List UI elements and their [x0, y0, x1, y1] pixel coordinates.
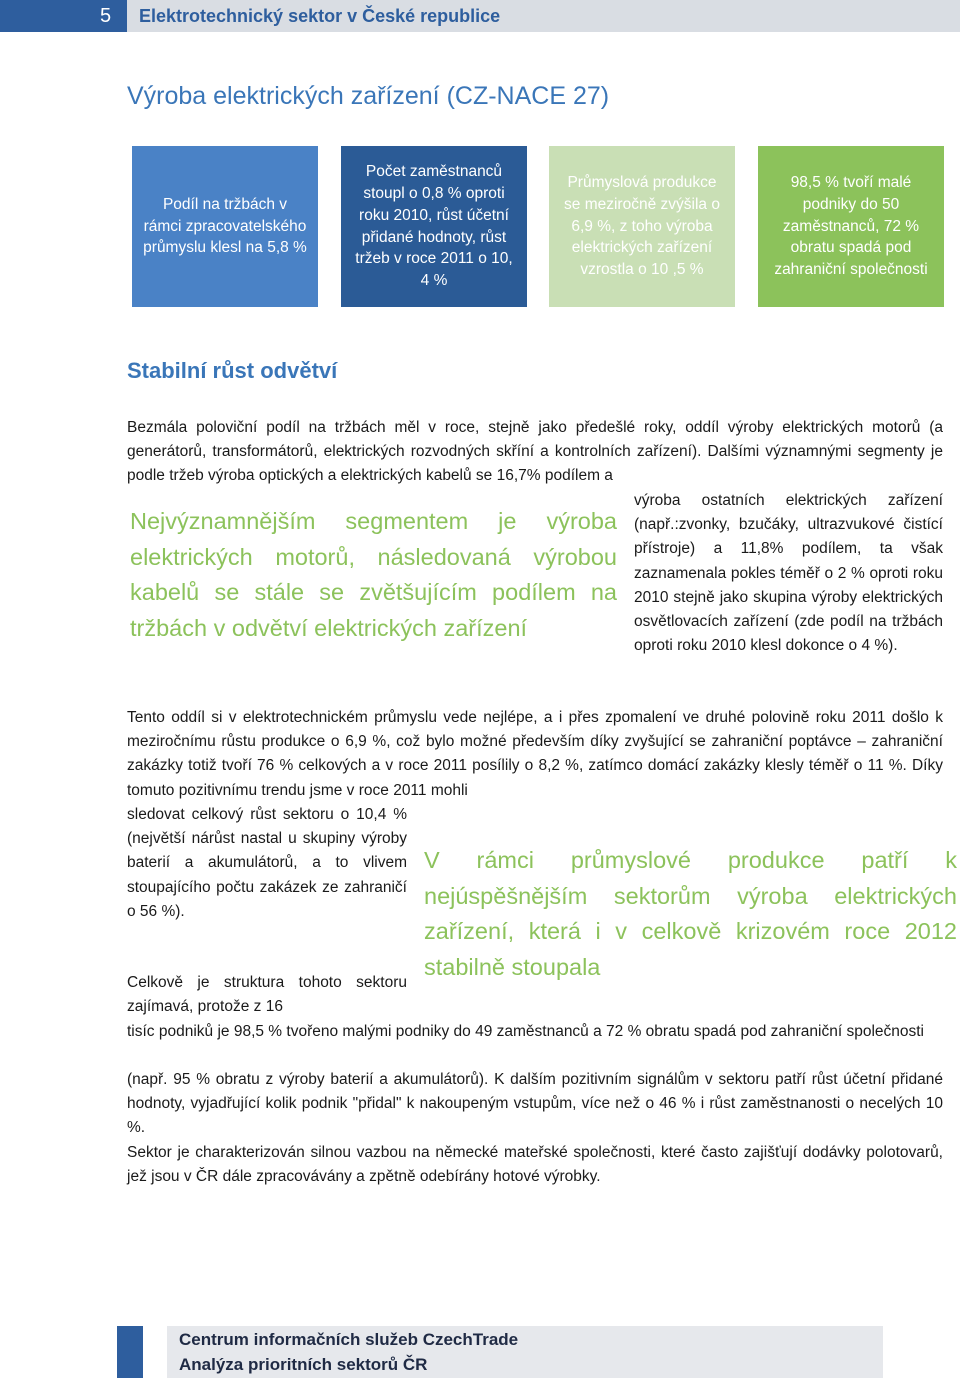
paragraph-german-ties: Sektor je charakterizován silnou vazbou na německé mateřské společnosti, které často zajišťují dodávky polotovarů, jež jsou v ČR dále zpracovávány a zpětně odebírány hotové výrobky. [127, 1144, 943, 1186]
page-footer [167, 1326, 883, 1378]
footer-accent-bar [117, 1326, 143, 1378]
paragraph-structure: Celkově je struktura tohoto sektoru zajímavá, protože z 16 [127, 974, 407, 1016]
footer-line-1: Centrum informačních služeb CzechTrade [179, 1330, 519, 1349]
stat-box-small-firms-text: 98,5 % tvoří malé podniky do 50 zaměstnanců, 72 % obratu spadá pod zahraniční společnosti [774, 174, 928, 279]
page-header [0, 0, 960, 32]
stat-box-share [132, 146, 318, 307]
pull-quote-production: V rámci průmyslové produkce patří k nejúspěšnějším sektorům výroba elektrických zařízení, která i v celkově krizovém roce 2012 stabilně stoupala [424, 847, 957, 980]
section-subtitle: Stabilní růst odvětví [127, 358, 338, 383]
stat-box-employees-text: Počet zaměstnanců stoupl o 0,8 % oproti roku 2010, růst účetní přidané hodnoty, růst tržeb v roce 2011 o 10, 4 % [355, 163, 513, 290]
page-title: Výroba elektrických zařízení (CZ-NACE 27) [127, 82, 610, 110]
paragraph-performance-cont: sledovat celkový růst sektoru o 10,4 % (největší nárůst nastal u skupiny výroby baterií a akumulátorů, a to vlivem stoupajícího počtu zakázek ze zahraničí o 56 %). [127, 806, 407, 920]
paragraph-segments: Bezmála poloviční podíl na tržbách měl v roce, stejně jako předešlé roky, oddíl výroby elektrických motorů (a generátorů, transformátorů, elektrických rozvodných skříní a kontrolních zařízení). Dalšími významnými segmenty je podle tržeb výroba optických a elektrických kabelů se 16,7% podílem a [127, 419, 943, 485]
stat-box-small-firms [758, 146, 944, 307]
section-title: Elektrotechnický sektor v České republice [127, 0, 960, 32]
paragraph-structure-cont: tisíc podniků je 98,5 % tvořeno malými podniky do 49 zaměstnanců a 72 % obratu spadá pod zahraniční společnosti [127, 1023, 925, 1040]
stat-box-production [549, 146, 735, 307]
paragraph-segments-cont: výroba ostatních elektrických zařízení (např.:zvonky, bzučáky, ultrazvukové čistící přístroje) a 11,8% podílem, ta však zaznamenala pokles téměř o 2 % oproti roku 2010 stejně jako skupina výroby elektrických osvětlovacích zařízení (zde podíl na tržbách oproti roku 2010 klesl dokonce o 4 %). [634, 492, 943, 655]
footer-line-2: Analýza prioritních sektorů ČR [179, 1355, 428, 1374]
stat-box-share-text: Podíl na tržbách v rámci zpracovatelského průmyslu klesl na 5,8 % [143, 195, 307, 257]
paragraph-performance: Tento oddíl si v elektrotechnickém průmyslu vede nejlépe, a i přes zpomalení ve druhé polovině roku 2011 došlo k meziročnímu růstu produkce o 6,9 %, což bylo možné především díky zvyšující se zahraniční poptávce – zahraniční zakázky totiž tvoří 76 % celkových a v roce 2011 posílily o 8,2 %, zatímco domácí zakázky klesly téměř o 11 %. Díky tomuto pozitivnímu trendu jsme v roce 2011 mohli [127, 709, 943, 799]
paragraph-signals: (např. 95 % obratu z výroby baterií a akumulátorů). K dalším pozitivním signálům v sektoru patří růst účetní přidané hodnoty, vyjadřující kolik podnik "přidal" k nakoupeným vstupům, více než o 46 % i růst zaměstnanosti o necelých 10 %. [127, 1071, 943, 1137]
page-number: 5 [0, 0, 127, 32]
stat-box-production-text: Průmyslová produkce se meziročně zvýšila o 6,9 %, z toho výroba elektrických zařízení vzrostla o 10 ,5 % [564, 174, 720, 279]
pull-quote-segments: Nejvýznamnějším segmentem je výroba elektrických motorů, následovaná výrobou kabelů se stále se zvětšujícím podílem na tržbách v odvětví elektrických zařízení [130, 508, 617, 641]
stat-box-employees [341, 146, 527, 307]
